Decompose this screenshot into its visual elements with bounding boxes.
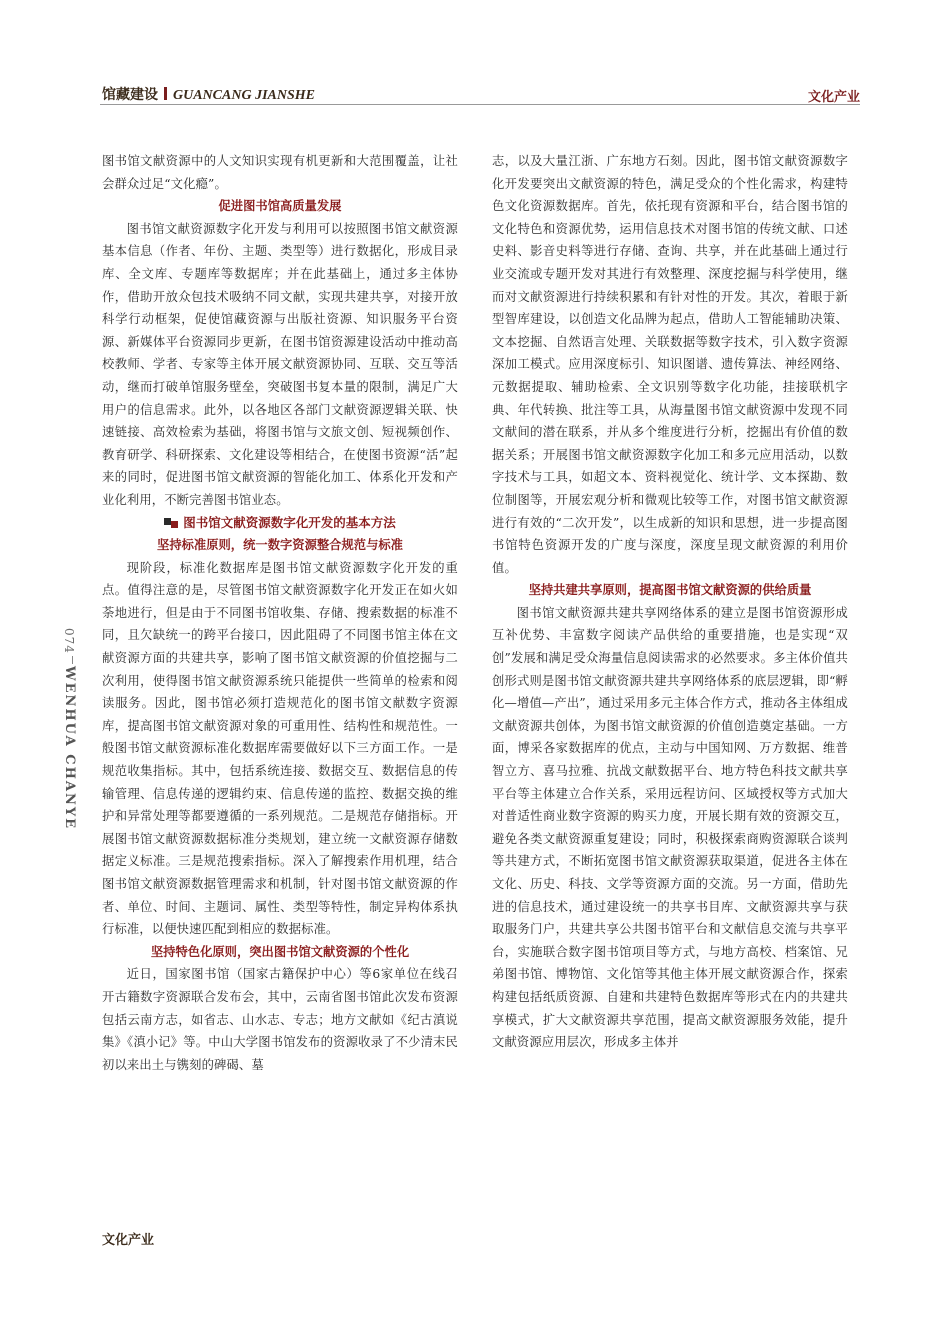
page-number: 074 [62, 628, 76, 654]
side-divider [72, 656, 73, 664]
subheading: 坚持共建共享原则，提高图书馆文献资源的供给质量 [528, 583, 812, 598]
header-section-title [102, 84, 315, 104]
side-label [62, 628, 82, 830]
journal-name-header: 文化产业 [807, 90, 860, 105]
header-rule [100, 104, 860, 105]
section-marker-icon [164, 518, 178, 528]
journal-name-footer: 文化产业 [102, 1233, 155, 1248]
paragraph: 图书馆文献资源共建共享网络体系的建立是图书馆资源形成互补优势、丰富数字阅读产品供给的重要措施，也是实现“双创”发展和满足受众海量信息阅读需求的必然要求。多主体价值共创形式则是图书馆文献资源共建共享网络体系的底层逻辑，即“孵化—增值—产出”，通过采用多元主体合作方式，推动各主体组成文献资源共创体，为图书馆文献资源的价值创造奠定基础。一方面，博采各家数据库的优点，主动与中国知网、万方数据、维普智立方、喜马拉雅、抗战文献数据平台、地方特色科技文献共享平台等主体建立合作关系，采用远程访问、区域授权等方式加大对普适性商业数字资源的购买力度，开展长期有效的资源交互，避免各类文献资源重复建设；同时，积极探索商购资源联合谈判等共建方式，不断拓宽图书馆文献资源获取渠道，促进各主体在文化、历史、科技、文学等资源方面的交流。另一方面，借助先进的信息技术，通过建设统一的共享书目库、文献资源共享与获取服务门户，共建共享公共图书馆平台和文献信息交流与共享平台，实施联合数字图书馆项目等方式，与地方高校、档案馆、兄弟图书馆、博物馆、文化馆等其他主体开展文献资源合作，探索构建包括纸质资源、自建和共建特色数据库等形式在内的共建共享模式，扩大文献资源共享范围，提高文献资源服务效能，提升文献资源应用层次，形成多主体并 [492, 605, 848, 1050]
section-title-cn: 馆藏建设 [102, 87, 158, 103]
paragraph: 现阶段，标准化数据库是图书馆文献资源数字化开发的重点。值得注意的是，尽管图书馆文献资源数字化开发正在如火如荼地进行，但是由于不同图书馆收集、存储、搜索数据的标准不同，且欠缺统一的跨平台接口，因此阻碍了不同图书馆主体在文献资源方面的共建共享，影响了图书馆文献资源的价值挖掘与二次利用，使得图书馆文献资源系统只能提供一些简单的检索和阅读服务。因此，图书馆必须打造规范化的图书馆文献数字资源库，提高图书馆文献资源对象的可重用性、结构性和规范性。一般图书馆文献资源标准化数据库需要做好以下三方面工作。一是规范收集指标。其中，包括系统连接、数据交互、数据信息的传输管理、信息传递的逻辑约束、信息传递的监控、数据交换的维护和异常处理等都要遵循的一系列规范。二是规范存储指标。开展图书馆文献资源数据标准分类规划，建立统一文献资源存储数据定义标准。三是规范搜索指标。深入了解搜索作用机理，结合图书馆文献资源数据管理需求和机制，针对图书馆文献资源的作者、单位、时间、主题词、属性、类型等特性，制定异构体系执行标准，以便快速匹配到相应的数据标准。 [102, 560, 458, 937]
header-divider [164, 87, 167, 100]
journal-name-vertical: WENHUA CHANYE [62, 665, 77, 830]
subheading: 坚持特色化原则，突出图书馆文献资源的个性化 [150, 944, 410, 959]
subheading: 促进图书馆高质量发展 [218, 199, 342, 214]
subheading: 坚持标准原则，统一数字资源整合规范与标准 [157, 538, 403, 553]
right-column [492, 150, 848, 1054]
paragraph: 图书馆文献资源中的人文知识实现有机更新和大范围覆盖，让社会群众过足“文化瘾”。 [102, 154, 458, 191]
left-column [102, 150, 458, 1076]
section-title-en: GUANCANG JIANSHE [173, 88, 315, 103]
paragraph: 志，以及大量江浙、广东地方石刻。因此，图书馆文献资源数字化开发要突出文献资源的特色，满足受众的个性化需求，构建特色文化资源数据库。首先，依托现有资源和平台，结合图书馆的文化特色和资源优势，运用信息技术对图书馆的传统文献、口述史料、影音史料等进行存储、查询、共享，并在此基础上通过行业交流或专题开发对其进行有效整理、深度挖掘与科学使用，继而对文献资源进行持续积累和有针对性的开发。其次，着眼于新型智库建设，以创造文化品牌为起点，借助人工智能辅助决策、文本挖掘、自然语言处理、关联数据等数字技术，引入数字资源深加工模式。应用深度标引、知识图谱、遗传算法、神经网络、元数据提取、辅助检索、全文识别等数字化功能，挂接联机字典、年代转换、批注等工具，从海量图书馆文献资源中发现不同文献间的潜在联系，并从多个维度进行分析，挖掘出有价值的数据关系；开展图书馆文献资源数字化加工和多元应用活动，以数字技术与工具，如超文本、资料视觉化、统计学、文本探勘、数位制图等，开展宏观分析和微观比较等工作，对图书馆文献资源进行有效的“二次开发”，以生成新的知识和思想，进一步提高图书馆特色资源开发的广度与深度，深度呈现文献资源的利用价值。 [492, 154, 848, 575]
paragraph: 近日，国家图书馆（国家古籍保护中心）等6家单位在线召开古籍数字资源联合发布会，其中，云南省图书馆此次发布资源包括云南方志，如省志、山水志、专志；地方文献如《纪古滇说集》《滇小记》等。中山大学图书馆发布的资源收录了不少清末民初以来出土与镌刻的碑碣、墓 [102, 967, 458, 1072]
paragraph: 图书馆文献资源数字化开发与利用可以按照图书馆文献资源基本信息（作者、年份、主题、类型等）进行数据化，形成目录库、全文库、专题库等数据库；并在此基础上，通过多主体协作，借助开放众包技术吸纳不同文献，实现共建共享，对接开放科学行动框架，促使馆藏资源与出版社资源、知识服务平台资源、新媒体平台资源同步更新，在图书馆资源建设活动中推动高校教师、学者、专家等主体开展文献资源协同、互联、交互等活动，继而打破单馆服务壁垒，突破图书复本量的限制，满足广大用户的信息需求。此外，以各地区各部门文献资源逻辑关联、快速链接、高效检索为基础，将图书馆与文旅文创、短视频创作、教育研学、科研探索、文化建设等相结合，在使图书资源“活”起来的同时，促进图书馆文献资源的智能化加工、体系化开发和产业化利用，不断完善图书馆业态。 [102, 221, 458, 507]
section-heading [102, 512, 458, 535]
section-heading-text: 图书馆文献资源数字化开发的基本方法 [183, 514, 396, 530]
